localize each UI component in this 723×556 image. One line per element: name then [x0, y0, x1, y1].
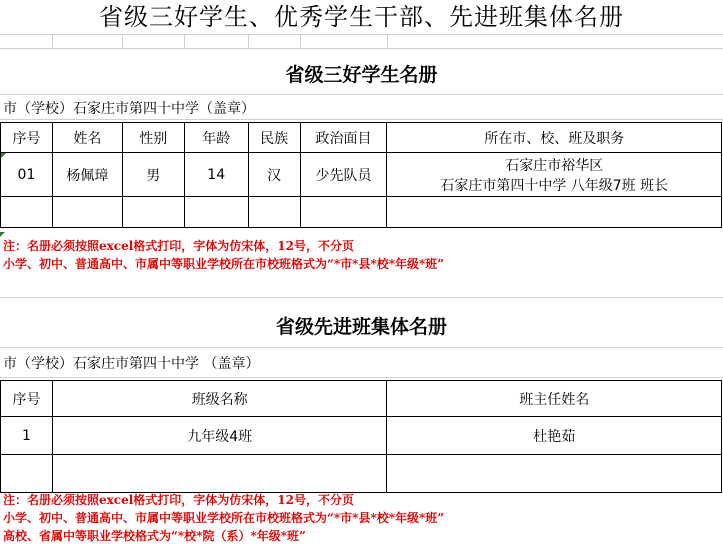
- grid-line: [0, 48, 723, 49]
- grid-line: [52, 34, 53, 48]
- grid-line: [0, 119, 723, 120]
- cell-no[interactable]: [1, 153, 53, 197]
- empty-cell[interactable]: [184, 197, 248, 228]
- grid-line: [0, 94, 723, 95]
- empty-cell[interactable]: [300, 197, 387, 228]
- col-header-teacher: 班主任姓名: [387, 381, 722, 417]
- cell-marker-icon: [0, 232, 5, 237]
- grid-line: [0, 377, 723, 378]
- table-row-empty: [1, 197, 722, 228]
- cell-ethnicity[interactable]: 汉: [248, 153, 300, 197]
- table-row-empty: [1, 455, 722, 493]
- section2-note-3: 高校、省属中等职业学校格式为“*校*院（系）*年级*班”: [3, 529, 306, 543]
- col-header-no: 序号: [1, 381, 53, 417]
- col-header-age: 年龄: [184, 123, 248, 153]
- empty-cell[interactable]: [1, 197, 53, 228]
- section1-note-2: 小学、初中、普通高中、市属中等职业学校所在市校班格式为“*市*县*校*年级*班”: [3, 257, 445, 271]
- cell-position-line1: 石家庄市裕华区: [505, 157, 604, 174]
- col-header-name: 姓名: [52, 123, 122, 153]
- grid-line: [387, 34, 388, 48]
- section1-title: 省级三好学生名册: [285, 64, 438, 86]
- table-row: [1, 417, 722, 455]
- col-header-political: 政治面目: [300, 123, 387, 153]
- grid-line: [184, 34, 185, 48]
- cell-age[interactable]: 14: [184, 153, 248, 197]
- section2-note-1: 注：名册必须按照excel格式打印，字体为仿宋体，12号，不分页: [3, 493, 354, 507]
- grid-line: [0, 34, 723, 35]
- cell-name[interactable]: 杨佩璋: [52, 153, 122, 197]
- section2-unit: 市（学校）石家庄市第四十中学 （盖章）: [3, 356, 260, 372]
- grid-line: [0, 347, 723, 348]
- cell-marker-icon: [1, 153, 6, 158]
- table-row: [1, 153, 722, 197]
- students-table: [0, 122, 722, 228]
- empty-cell[interactable]: [52, 455, 387, 493]
- cell-class-name[interactable]: 九年级4班: [52, 417, 387, 455]
- grid-line: [300, 34, 301, 48]
- cell-political[interactable]: 少先队员: [300, 153, 387, 197]
- grid-line: [0, 297, 723, 298]
- classes-table: [0, 380, 722, 493]
- col-header-ethnicity: 民族: [248, 123, 300, 153]
- cell-teacher[interactable]: 杜艳茹: [387, 417, 722, 455]
- table-header-row: [1, 381, 722, 417]
- cell-position[interactable]: [387, 153, 722, 197]
- section2-title: 省级先进班集体名册: [275, 316, 447, 338]
- section1-note-1: 注：名册必须按照excel格式打印，字体为仿宋体，12号，不分页: [3, 239, 354, 253]
- empty-cell[interactable]: [52, 197, 122, 228]
- empty-cell[interactable]: [248, 197, 300, 228]
- col-header-position: 所在市、校、班及职务: [387, 123, 722, 153]
- empty-cell[interactable]: [1, 455, 53, 493]
- page-title: 省级三好学生、优秀学生干部、先进班集体名册: [99, 3, 624, 31]
- empty-cell[interactable]: [387, 197, 722, 228]
- section2-note-2: 小学、初中、普通高中、市属中等职业学校所在市校班格式为“*市*县*校*年级*班”: [3, 511, 445, 525]
- table-header-row: [1, 123, 722, 153]
- grid-line: [122, 34, 123, 48]
- section1-unit: 市（学校）石家庄市第四十中学（盖章）: [3, 101, 255, 117]
- empty-cell[interactable]: [387, 455, 722, 493]
- cell-no-text: 01: [17, 166, 36, 183]
- col-header-gender: 性别: [122, 123, 184, 153]
- cell-position-line2: 石家庄市第四十中学 八年级7班 班长: [440, 177, 669, 194]
- col-header-no: 序号: [1, 123, 53, 153]
- cell-gender[interactable]: 男: [122, 153, 184, 197]
- grid-line: [248, 34, 249, 48]
- cell-no[interactable]: 1: [1, 417, 53, 455]
- empty-cell[interactable]: [122, 197, 184, 228]
- col-header-class-name: 班级名称: [52, 381, 387, 417]
